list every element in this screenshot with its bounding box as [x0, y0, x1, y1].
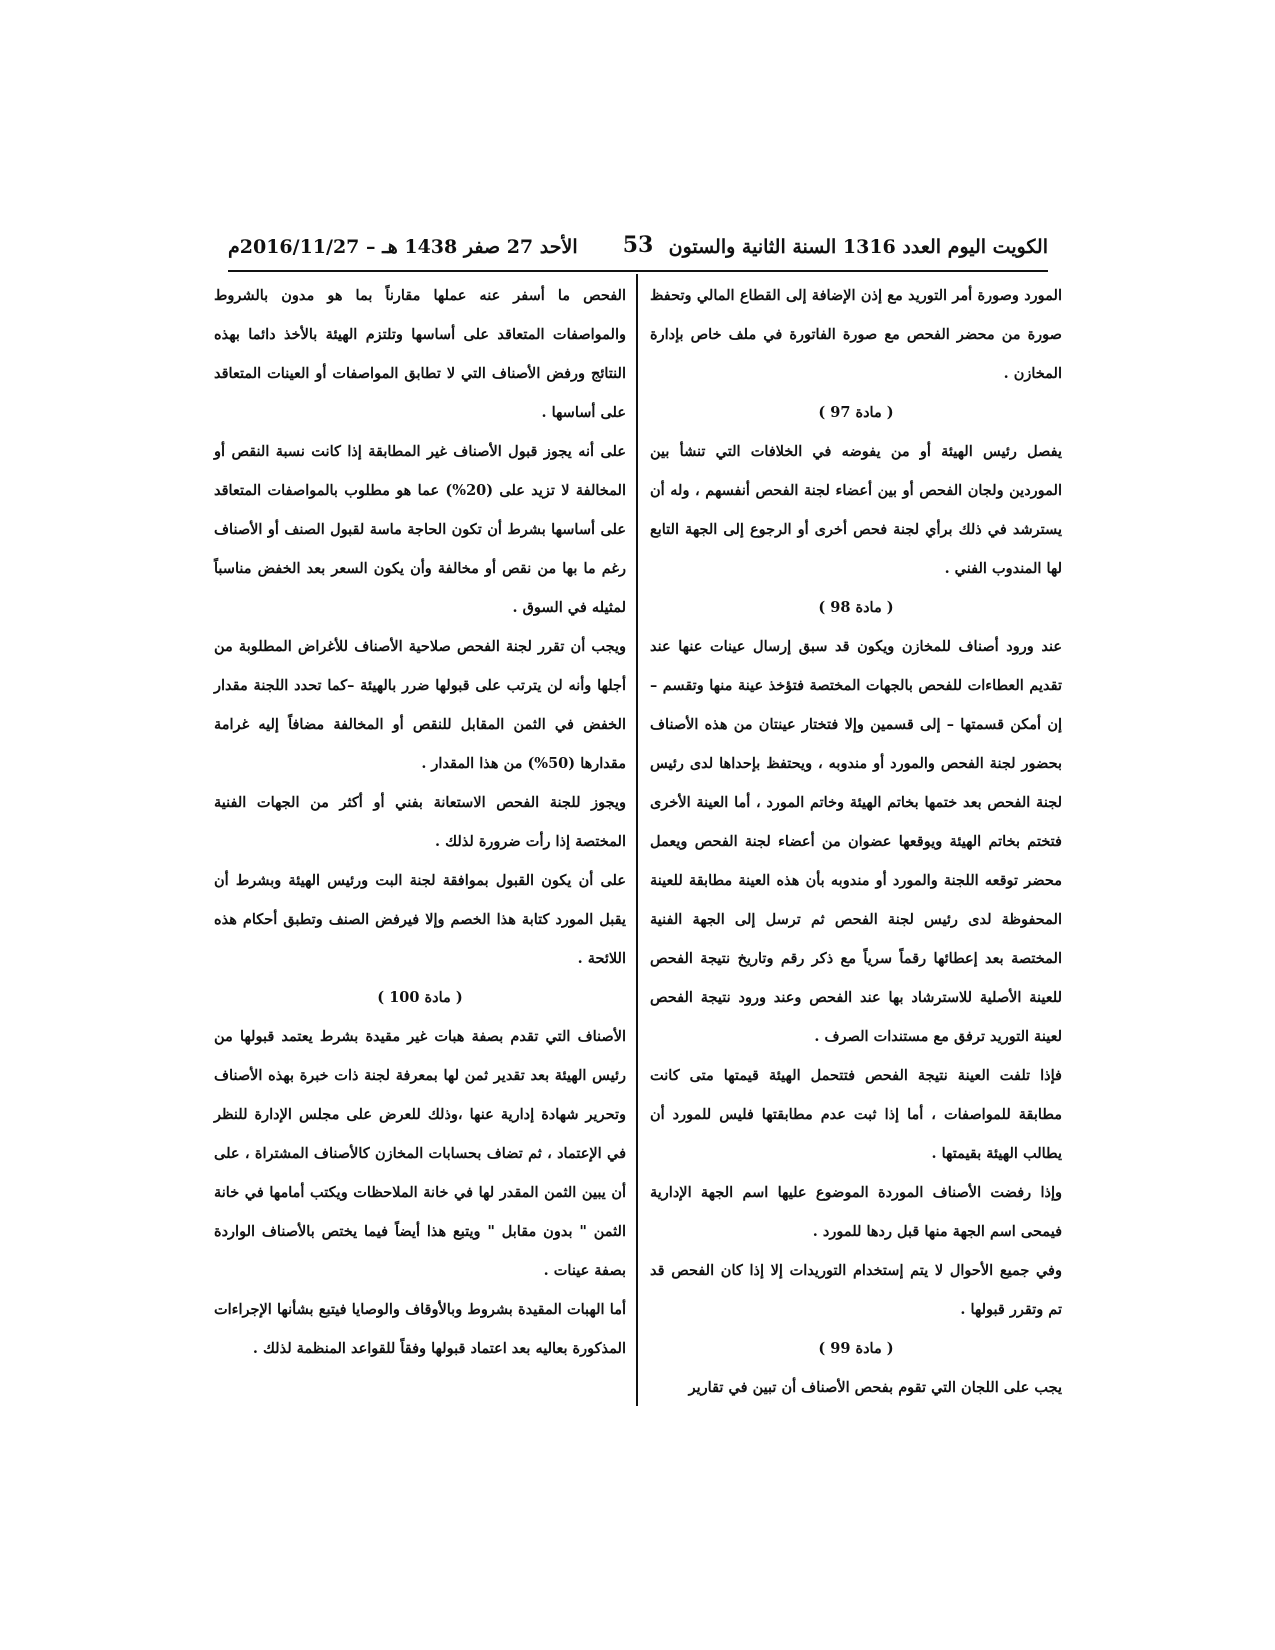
paragraph: ويجوز للجنة الفحص الاستعانة بفني أو أكثر من الجهات الفنية المختصة إذا رأت ضرورة لذلك .	[214, 794, 626, 850]
page-header	[228, 232, 1048, 268]
paragraph: ويجب أن تقرر لجنة الفحص صلاحية الأصناف للأغراض المطلوبة من أجلها وأنه لن يترتب على قبولها ضرر بالهيئة –كما تحدد اللجنة مقدار الخفض في الثمن المقابل للنقص أو المخالفة مضافاً إليه غرامة مقدارها (50%) من هذا المقدار .	[214, 638, 626, 772]
article-heading-98: ( مادة 98 )	[818, 599, 894, 616]
paragraph: أما الهبات المقيدة بشروط وبالأوقاف والوصايا فيتبع بشأنها الإجراءات المذكورة بعاليه بعد اعتماد قبولها وفقاً للقواعد المنظمة لذلك .	[214, 1301, 626, 1357]
issue-date: الأحد 27 صفر 1438 هـ – 2016/11/27م	[228, 236, 578, 258]
paragraph: على أن يكون القبول بموافقة لجنة البت ورئيس الهيئة وبشرط أن يقبل المورد كتابة هذا الخصم وإلا فيرفض الصنف وتطبق أحكام هذه اللائحة .	[214, 872, 626, 967]
paragraph: وإذا رفضت الأصناف الموردة الموضوع عليها اسم الجهة الإدارية فيمحى اسم الجهة منها قبل ردها للمورد .	[650, 1184, 1062, 1240]
paragraph: الفحص ما أسفر عنه عملها مقارناً بما هو مدون بالشروط والمواصفات المتعاقد على أساسها وتلتزم الهيئة بالأخذ دائما بهذه النتائج ورفض الأصناف التي لا تطابق المواصفات أو العينات المتعاقد على أساسها .	[214, 287, 626, 421]
paragraph: عند ورود أصناف للمخازن ويكون قد سبق إرسال عينات عنها عند تقديم العطاءات للفحص بالجهات المختصة فتؤخذ عينة منها وتقسم – إن أمكن قسمتها – إلى قسمين وإلا فتختار عينتان من هذه الأصناف بحضور لجنة الفحص والمورد أو مندوبه ، ويحتفظ بإحداها لدى رئيس لجنة الفحص بعد ختمها بخاتم الهيئة وخاتم المورد ، أما العينة الأخرى فتختم بخاتم الهيئة ويوقعها عضوان من أعضاء لجنة الفحص ويعمل محضر توقعه اللجنة والمورد أو مندوبه بأن هذه العينة مطابقة للعينة المحفوظة لدى رئيس لجنة الفحص ثم ترسل إلى الجهة الفنية المختصة بعد إعطائها رقماً سرياً مع ذكر رقم وتاريخ نتيجة الفحص للعينة الأصلية للاسترشاد بها عند الفحص وعند ورود نتيجة الفحص لعينة التوريد ترفق مع مستندات الصرف .	[650, 638, 1062, 1045]
article-heading-100: ( مادة 100 )	[377, 989, 463, 1006]
article-heading-99: ( مادة 99 )	[818, 1340, 894, 1357]
paragraph: وفي جميع الأحوال لا يتم إستخدام التوريدات إلا إذا كان الفحص قد تم وتقرر قبولها .	[650, 1262, 1062, 1318]
paragraph: المورد وصورة أمر التوريد مع إذن الإضافة إلى القطاع المالي وتحفظ صورة من محضر الفحص مع صورة الفاتورة في ملف خاص بإدارة المخازن .	[650, 287, 1062, 382]
paragraph: الأصناف التي تقدم بصفة هبات غير مقيدة بشرط يعتمد قبولها من رئيس الهيئة بعد تقدير ثمن لها بمعرفة لجنة ذات خبرة بهذه الأصناف وتحرير شهادة إدارية عنها ،وذلك للعرض على مجلس الإدارة للنظر في الإعتماد ، ثم تضاف بحسابات المخازن كالأصناف المشتراة ، على أن يبين الثمن المقدر لها في خانة الملاحظات ويكتب أمامها في خانة الثمن " بدون مقابل " ويتبع هذا أيضاً فيما يختص بالأصناف الواردة بصفة عينات .	[214, 1028, 626, 1279]
paragraph: يجب على اللجان التي تقوم بفحص الأصناف أن تبين في تقارير	[688, 1379, 1062, 1396]
left-column	[214, 276, 626, 1368]
column-divider	[636, 274, 638, 1406]
paragraph: يفصل رئيس الهيئة أو من يفوضه في الخلافات التي تنشأ بين الموردين ولجان الفحص أو بين أعضاء لجنة الفحص أنفسهم ، وله أن يسترشد في ذلك برأي لجنة فحص أخرى أو الرجوع إلى الجهة التابع لها المندوب الفني .	[650, 443, 1062, 577]
paragraph: فإذا تلفت العينة نتيجة الفحص فتتحمل الهيئة قيمتها متى كانت مطابقة للمواصفات ، أما إذا ثبت عدم مطابقتها فليس للمورد أن يطالب الهيئة بقيمتها .	[650, 1067, 1062, 1162]
paragraph: على أنه يجوز قبول الأصناف غير المطابقة إذا كانت نسبة النقص أو المخالفة لا تزيد على (20%) عما هو مطلوب بالمواصفات المتعاقد على أساسها بشرط أن تكون الحاجة ماسة لقبول الصنف أو الأصناف رغم ما بها من نقص أو مخالفة وأن يكون السعر بعد الخفض مناسباً لمثيله في السوق .	[214, 443, 626, 616]
header-rule	[228, 270, 1048, 272]
article-heading-97: ( مادة 97 )	[818, 404, 894, 421]
right-column	[650, 276, 1062, 1407]
page-number: 53	[622, 232, 654, 258]
publication-info: الكويت اليوم العدد 1316 السنة الثانية والستون	[668, 236, 1048, 258]
